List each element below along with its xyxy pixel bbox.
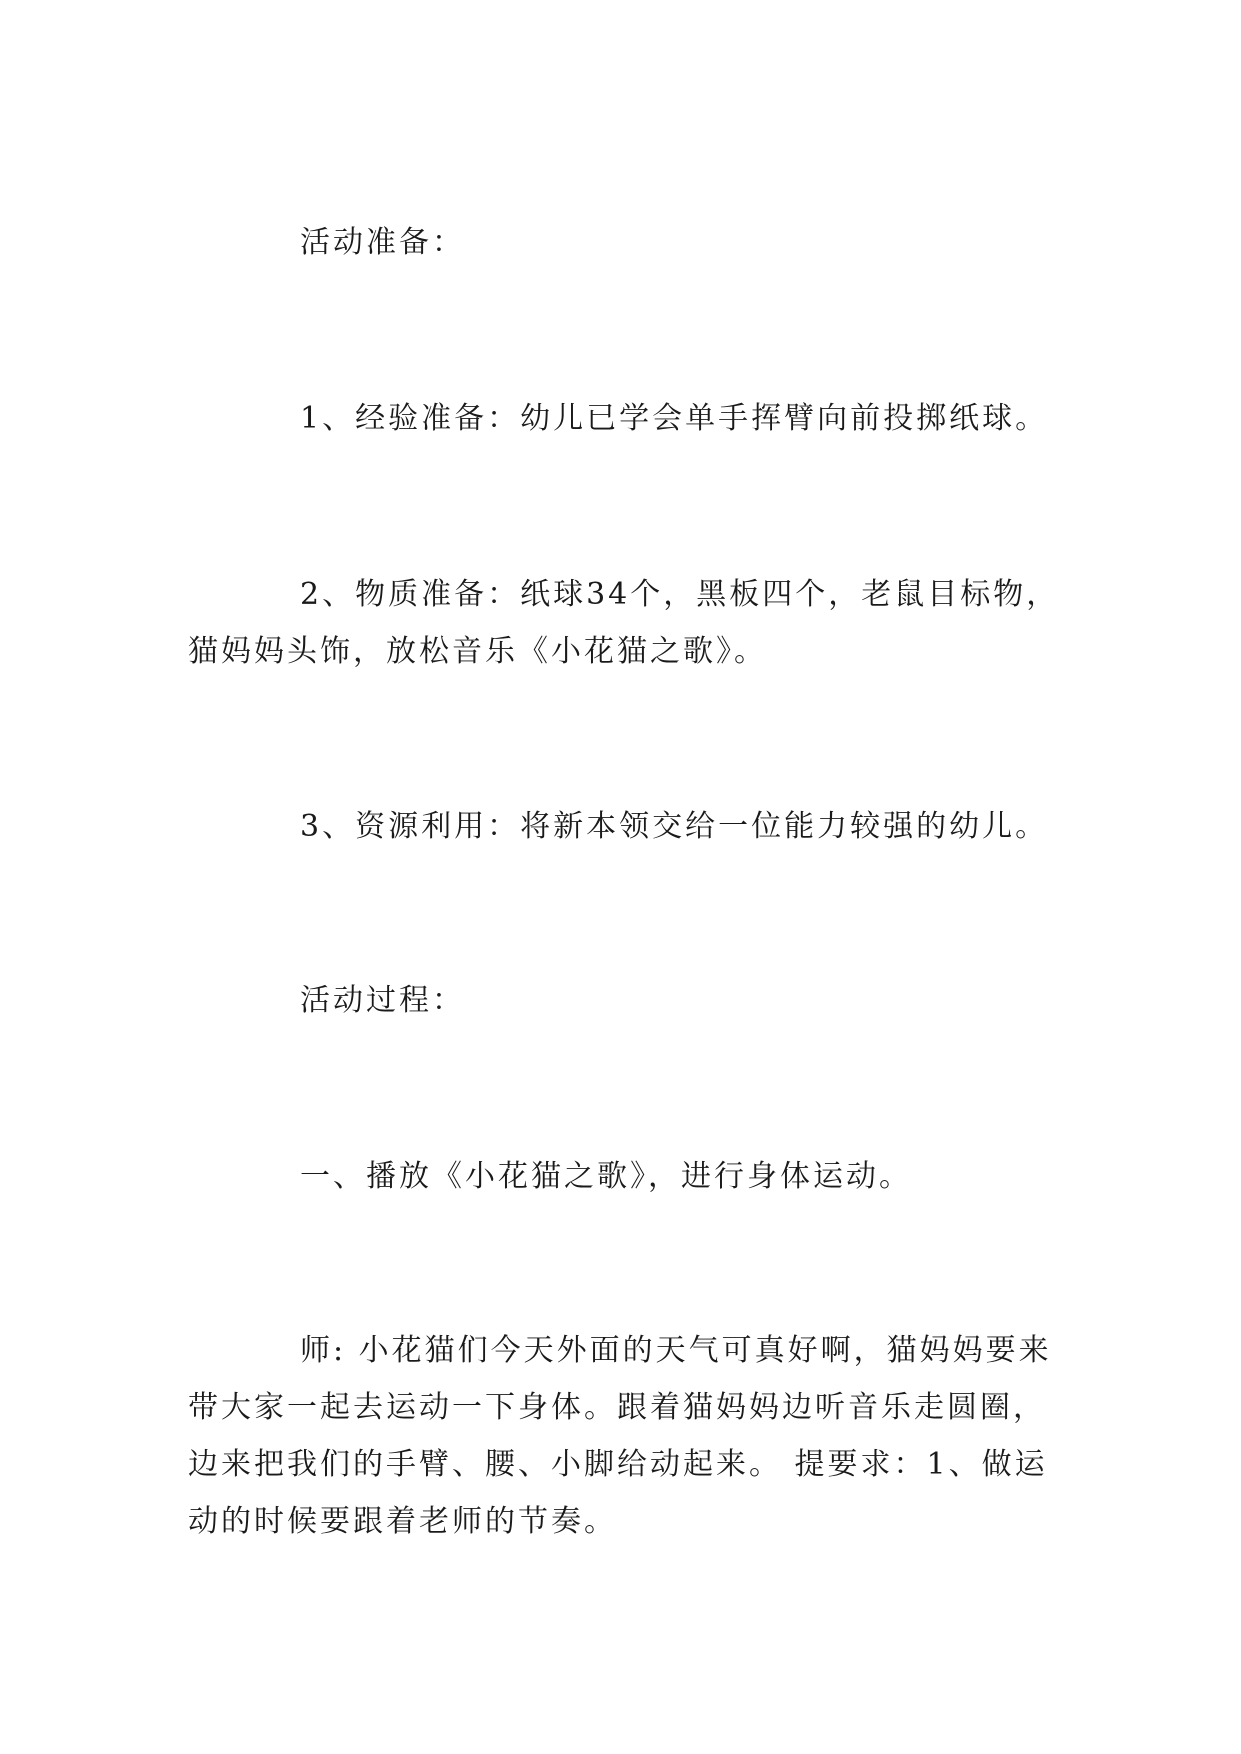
paragraph-teacher-speech: 师: 小花猫们今天外面的天气可真好啊，猫妈妈要来带大家一起去运动一下身体。跟着猫妈妈边听音乐走圆圈，边来把我们的手臂、腰、小脚给动起来。 提要求：1、做运动的时候要跟着老师的节奏。 bbox=[188, 1333, 1052, 1539]
paragraph-experience-preparation: 1、经验准备：幼儿已学会单手挥臂向前投掷纸球。 bbox=[300, 401, 1049, 436]
section-heading-process: 活动过程： bbox=[300, 983, 465, 1018]
paragraph-step-one: 一、播放《小花猫之歌》，进行身体运动。 bbox=[300, 1159, 912, 1194]
section-heading-preparation: 活动准备： bbox=[300, 225, 465, 260]
paragraph-material-preparation: 2、物质准备：纸球34个，黑板四个，老鼠目标物，猫妈妈头饰，放松音乐《小花猫之歌》。 bbox=[188, 577, 1060, 669]
paragraph-resource-use: 3、资源利用：将新本领交给一位能力较强的幼儿。 bbox=[300, 809, 1049, 844]
